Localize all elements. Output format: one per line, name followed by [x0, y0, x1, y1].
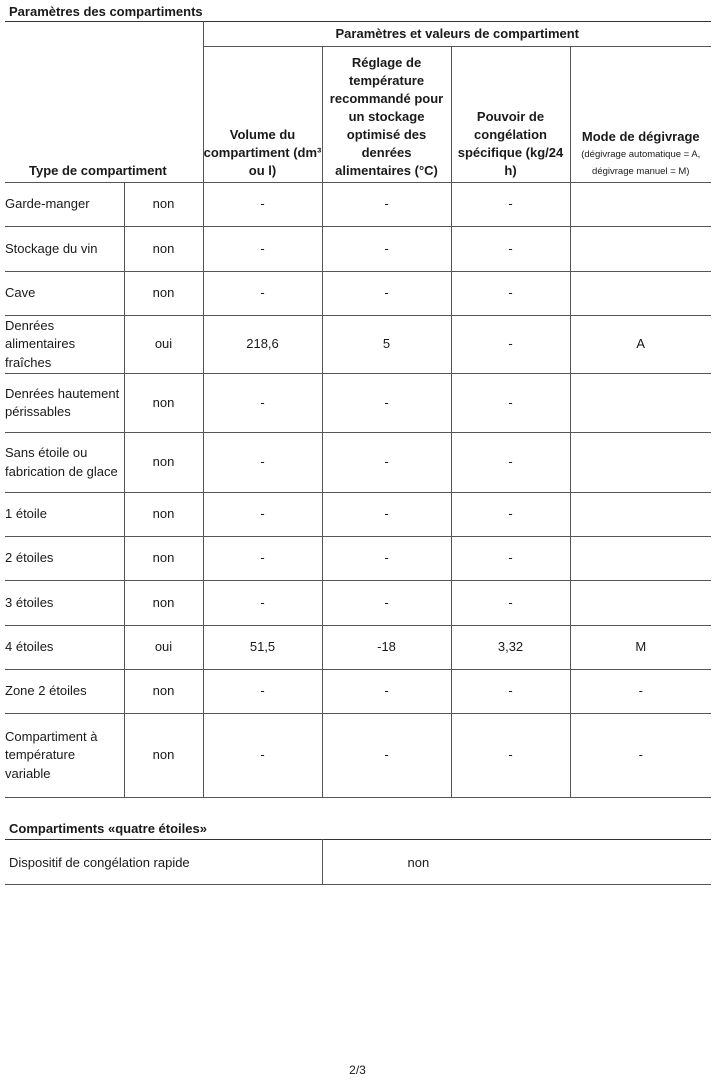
- table-row: [5, 433, 711, 493]
- quick-freeze-label: Dispositif de congélation rapide: [5, 840, 322, 885]
- table-row: [5, 183, 711, 227]
- cell-present: non: [124, 227, 203, 272]
- header-volume: Volume du compartiment (dm³ ou l): [203, 47, 322, 183]
- cell-freezing: -: [451, 714, 570, 798]
- cell-freezing: -: [451, 183, 570, 227]
- cell-temperature: -: [322, 670, 451, 714]
- cell-defrost: [570, 183, 711, 227]
- cell-defrost: -: [570, 670, 711, 714]
- header-defrost-note: (dégivrage automatique = A, dégivrage manuel = M): [581, 149, 701, 177]
- cell-freezing: -: [451, 493, 570, 537]
- cell-present: oui: [124, 316, 203, 374]
- cell-present: non: [124, 537, 203, 581]
- cell-temperature: -: [322, 537, 451, 581]
- cell-temperature: -: [322, 272, 451, 316]
- cell-present: oui: [124, 626, 203, 670]
- table-row: [5, 626, 711, 670]
- cell-type: 3 étoiles: [5, 581, 124, 626]
- cell-type: 1 étoile: [5, 493, 124, 537]
- cell-freezing: -: [451, 433, 570, 493]
- cell-type: Denrées hautement périssables: [5, 374, 124, 433]
- table-row: [5, 537, 711, 581]
- cell-volume: -: [203, 670, 322, 714]
- table-row: [5, 670, 711, 714]
- cell-volume: -: [203, 227, 322, 272]
- cell-present: non: [124, 493, 203, 537]
- cell-volume: -: [203, 581, 322, 626]
- cell-defrost: [570, 227, 711, 272]
- cell-volume: -: [203, 433, 322, 493]
- cell-freezing: -: [451, 537, 570, 581]
- quick-freeze-value: non: [322, 840, 711, 885]
- cell-temperature: -: [322, 374, 451, 433]
- cell-present: non: [124, 433, 203, 493]
- cell-type: Stockage du vin: [5, 227, 124, 272]
- cell-freezing: -: [451, 316, 570, 374]
- compartment-table: [5, 21, 711, 798]
- cell-present: non: [124, 272, 203, 316]
- four-star-title: Compartiments «quatre étoiles»: [9, 821, 207, 836]
- cell-defrost: [570, 433, 711, 493]
- cell-type: Compartiment à température variable: [5, 714, 124, 798]
- cell-temperature: -: [322, 493, 451, 537]
- cell-temperature: -: [322, 433, 451, 493]
- cell-freezing: 3,32: [451, 626, 570, 670]
- cell-volume: -: [203, 272, 322, 316]
- table-row: [5, 316, 711, 374]
- page-number: 2/3: [349, 1063, 366, 1077]
- cell-defrost: [570, 374, 711, 433]
- header-type: Type de compartiment: [5, 22, 203, 183]
- header-group: Paramètres et valeurs de compartiment: [203, 22, 711, 47]
- cell-defrost: [570, 493, 711, 537]
- cell-temperature: -: [322, 714, 451, 798]
- group-header-row: [5, 22, 711, 47]
- header-defrost: [570, 47, 711, 183]
- cell-temperature: -18: [322, 626, 451, 670]
- table-body: [5, 183, 711, 798]
- cell-volume: -: [203, 183, 322, 227]
- cell-temperature: -: [322, 581, 451, 626]
- cell-defrost: [570, 272, 711, 316]
- cell-defrost: [570, 537, 711, 581]
- header-temperature: Réglage de température recommandé pour un stockage optimisé des denrées alimentaires (°C): [322, 47, 451, 183]
- cell-present: non: [124, 374, 203, 433]
- cell-temperature: 5: [322, 316, 451, 374]
- cell-freezing: -: [451, 670, 570, 714]
- cell-type: 4 étoiles: [5, 626, 124, 670]
- cell-temperature: -: [322, 227, 451, 272]
- cell-present: non: [124, 714, 203, 798]
- cell-defrost: M: [570, 626, 711, 670]
- table-row: [5, 840, 711, 885]
- cell-type: 2 étoiles: [5, 537, 124, 581]
- table-row: [5, 374, 711, 433]
- page-title: Paramètres des compartiments: [9, 4, 203, 19]
- cell-volume: -: [203, 537, 322, 581]
- cell-volume: -: [203, 714, 322, 798]
- table-row: [5, 714, 711, 798]
- cell-defrost: -: [570, 714, 711, 798]
- cell-type: Garde-manger: [5, 183, 124, 227]
- cell-type: Denrées alimentaires fraîches: [5, 316, 124, 374]
- cell-freezing: -: [451, 272, 570, 316]
- cell-freezing: -: [451, 374, 570, 433]
- cell-present: non: [124, 183, 203, 227]
- cell-type: Cave: [5, 272, 124, 316]
- table-row: [5, 272, 711, 316]
- table-row: [5, 581, 711, 626]
- cell-volume: -: [203, 374, 322, 433]
- four-star-table: [5, 839, 711, 885]
- cell-freezing: -: [451, 581, 570, 626]
- cell-present: non: [124, 581, 203, 626]
- header-freezing: Pouvoir de congélation spécifique (kg/24 h): [451, 47, 570, 183]
- table-row: [5, 493, 711, 537]
- cell-temperature: -: [322, 183, 451, 227]
- cell-present: non: [124, 670, 203, 714]
- cell-volume: -: [203, 493, 322, 537]
- cell-type: Sans étoile ou fabrication de glace: [5, 433, 124, 493]
- cell-type: Zone 2 étoiles: [5, 670, 124, 714]
- cell-volume: 51,5: [203, 626, 322, 670]
- cell-defrost: [570, 581, 711, 626]
- cell-freezing: -: [451, 227, 570, 272]
- cell-volume: 218,6: [203, 316, 322, 374]
- cell-defrost: A: [570, 316, 711, 374]
- header-defrost-label: Mode de dégivrage: [581, 129, 700, 144]
- table-row: [5, 227, 711, 272]
